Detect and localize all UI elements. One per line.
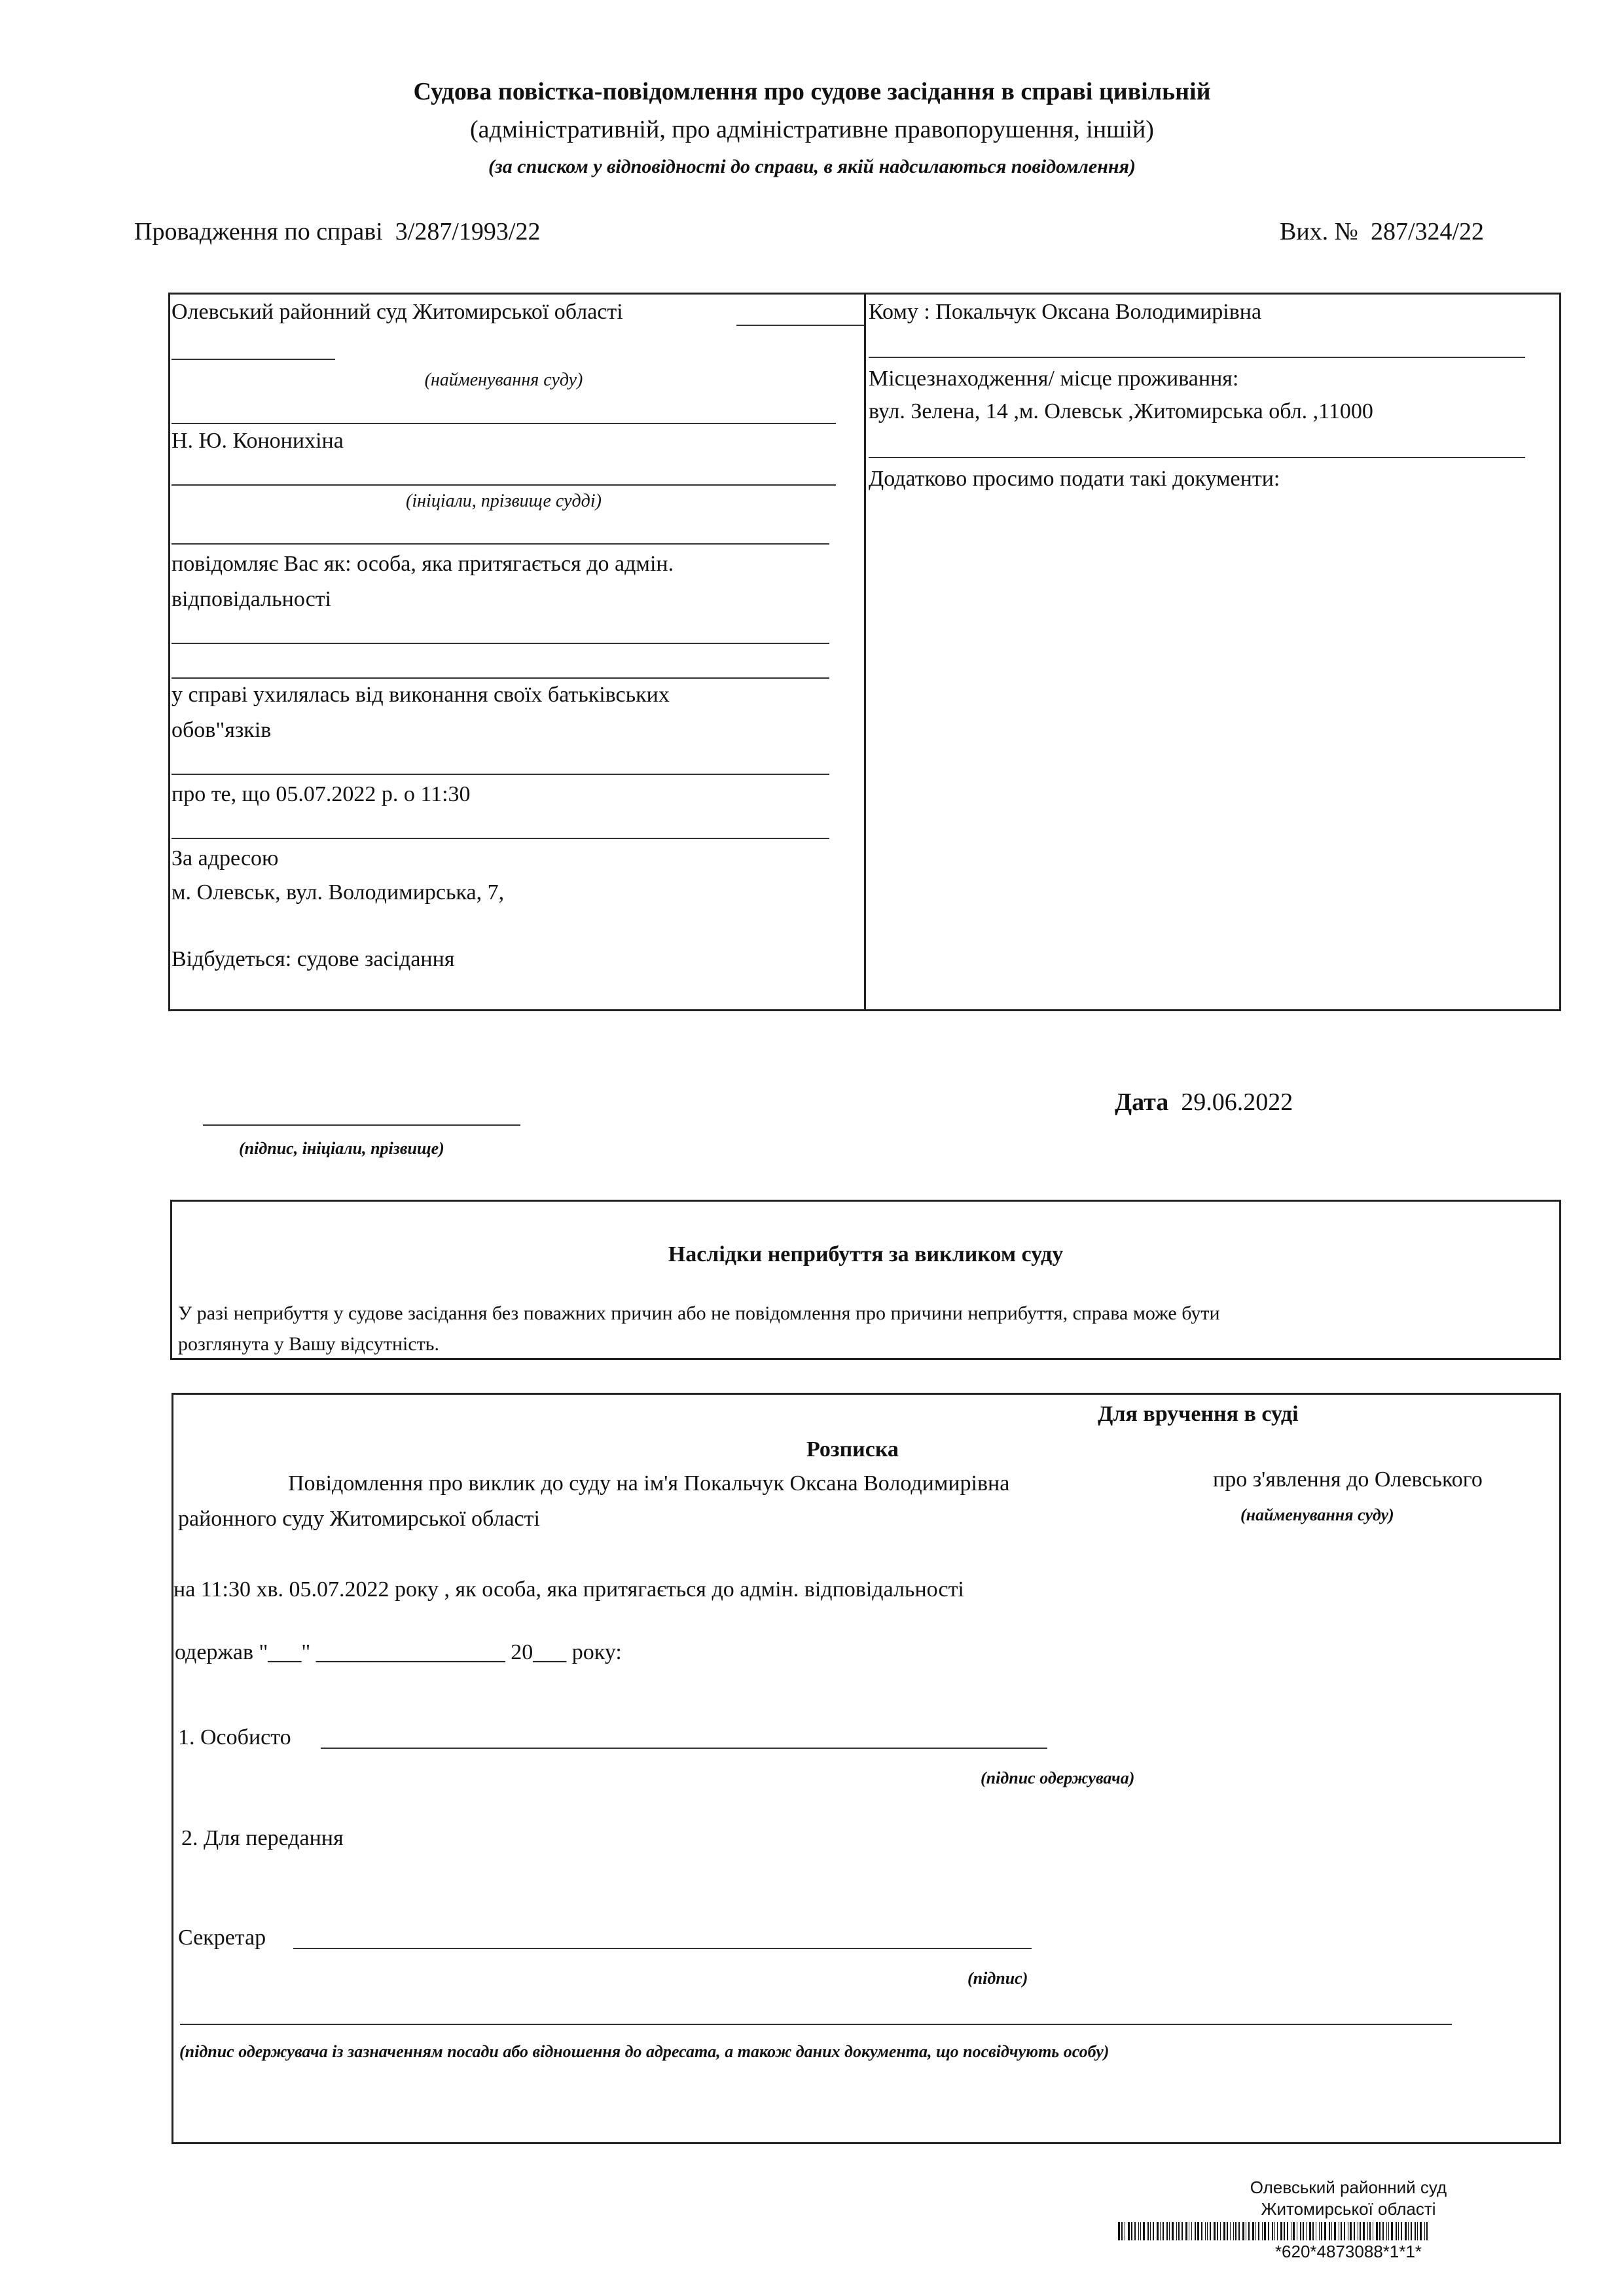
barcode-bar	[1363, 2222, 1365, 2240]
judge-caption: (ініціали, прізвище судді)	[406, 491, 602, 511]
judge-name: Н. Ю. Кононихіна	[171, 429, 344, 453]
barcode-bar	[1182, 2222, 1183, 2240]
barcode-bar	[1382, 2222, 1384, 2240]
barcode-bar	[1331, 2222, 1332, 2240]
barcode-bar	[1287, 2222, 1288, 2240]
barcode-bar	[1344, 2222, 1345, 2240]
barcode-bar	[1138, 2222, 1139, 2240]
stamp-line-1: Олевський районний суд	[1250, 2178, 1447, 2197]
barcode-bar	[1329, 2222, 1330, 2240]
barcode-bar	[1233, 2222, 1234, 2240]
barcode-bar	[1252, 2222, 1254, 2240]
barcode-bar	[1424, 2222, 1425, 2240]
barcode-bar	[1401, 2222, 1402, 2240]
barcode-bar	[1303, 2222, 1304, 2240]
judge-rule-2	[171, 543, 829, 545]
hearing-event: Відбудеться: судове засідання	[171, 947, 455, 971]
secretary-signature-line	[293, 1948, 1032, 1949]
barcode-bar	[1176, 2222, 1177, 2240]
barcode-bar	[1272, 2222, 1273, 2240]
barcode-bar	[1350, 2222, 1352, 2240]
date-value: 29.06.2022	[1181, 1088, 1293, 1116]
consequences-text-1: У разі неприбуття у судове засідання без поважних причин або не повідомлення про причини неприбуття, справа може бути	[178, 1302, 1220, 1324]
receipt-court-caption: (найменування суду)	[1240, 1505, 1394, 1524]
barcode-bar	[1284, 2222, 1285, 2240]
barcode-bar	[1306, 2222, 1307, 2240]
barcode-bar	[1210, 2222, 1211, 2240]
barcode-bar	[1220, 2222, 1221, 2240]
document-title: Судова повістка-повідомлення про судове засідання в справі цивільній	[413, 78, 1211, 105]
barcode-bar	[1379, 2222, 1380, 2240]
barcode-bar	[1150, 2222, 1151, 2240]
barcode-bar	[1205, 2222, 1206, 2240]
barcode-bar	[1341, 2222, 1342, 2240]
location-label: Місцезнаходження/ місце проживання:	[869, 367, 1239, 391]
case-number: 3/287/1993/22	[395, 218, 541, 245]
datetime-rule	[171, 838, 829, 839]
bottom-signature-caption: (підпис одержувача із зазначенням посади або відношення до адресата, а також даних документа, що посвідчують особу)	[179, 2042, 1110, 2061]
barcode-bar	[1118, 2222, 1120, 2240]
case-label: Провадження по справі	[134, 218, 383, 245]
barcode-bar	[1163, 2222, 1164, 2240]
barcode-bar	[1420, 2222, 1422, 2240]
address-rule	[869, 457, 1525, 458]
signature-line	[203, 1124, 520, 1126]
barcode-bar	[1264, 2222, 1266, 2240]
barcode-text: *620*4873088*1*1*	[1274, 2242, 1422, 2261]
column-divider	[864, 293, 866, 1011]
barcode-bar	[1185, 2222, 1187, 2240]
barcode-bar	[1153, 2222, 1154, 2240]
barcode-bar	[1172, 2222, 1174, 2240]
barcode-bar	[1128, 2222, 1130, 2240]
barcode-bar	[1388, 2222, 1389, 2240]
outgoing-number: 287/324/22	[1370, 218, 1485, 245]
bottom-signature-line	[180, 2024, 1452, 2025]
barcode-bar	[1178, 2222, 1180, 2240]
barcode-bar	[1274, 2222, 1275, 2240]
barcode-bar	[1262, 2222, 1263, 2240]
case-description-1: у справі ухилялась від виконання своїх батьківських	[171, 683, 670, 707]
barcode-bar	[1201, 2222, 1202, 2240]
barcode-bar	[1166, 2222, 1168, 2240]
barcode-bar	[1160, 2222, 1161, 2240]
barcode-bar	[1147, 2222, 1149, 2240]
barcode-bar	[1277, 2222, 1278, 2240]
delivery-label: Для вручення в суді	[1098, 1402, 1299, 1426]
court-name: Олевський районний суд Житомирської області	[171, 300, 623, 324]
barcode-bar	[1300, 2222, 1301, 2240]
court-rule	[171, 423, 836, 424]
barcode-bar	[1238, 2222, 1240, 2240]
barcode-bar	[1169, 2222, 1170, 2240]
issue-date	[1115, 1088, 1293, 1117]
recipient-address: вул. Зелена, 14 ,м. Олевськ ,Житомирська обл. ,11000	[869, 399, 1373, 423]
secretary-signature-caption: (підпис)	[967, 1969, 1028, 1988]
judge-rule	[171, 484, 836, 486]
barcode-bar	[1293, 2222, 1295, 2240]
barcode-bar	[1191, 2222, 1192, 2240]
barcode-bar	[1391, 2222, 1393, 2240]
stamp-line-2: Житомирської області	[1261, 2199, 1436, 2219]
document-subtitle: (адміністративній, про адміністративне правопорушення, іншій)	[470, 116, 1154, 143]
barcode-bar	[1386, 2222, 1387, 2240]
case-description-2: обов"язків	[171, 718, 272, 742]
receipt-line-1-court: про з'явлення до Олевського	[1213, 1467, 1483, 1492]
barcode-bar	[1280, 2222, 1282, 2240]
notify-line-1: повідомляє Вас як: особа, яка притягається до адмін.	[171, 552, 674, 576]
barcode-bar	[1217, 2222, 1218, 2240]
barcode-bar	[1411, 2222, 1412, 2240]
barcode-bar	[1197, 2222, 1199, 2240]
barcode-bar	[1143, 2222, 1145, 2240]
court-caption: (найменування суду)	[424, 370, 583, 390]
notify-rule	[171, 643, 829, 644]
barcode-bar	[1258, 2222, 1259, 2240]
barcode-bar	[1157, 2222, 1159, 2240]
barcode-bar	[1223, 2222, 1225, 2240]
barcode-bar	[1405, 2222, 1407, 2240]
barcode-bar	[1324, 2222, 1326, 2240]
barcode-bar	[1369, 2222, 1371, 2240]
barcode-bar	[1235, 2222, 1236, 2240]
recipient-rule	[869, 357, 1525, 358]
barcode-bar	[1408, 2222, 1409, 2240]
receipt-line-1: Повідомлення про виклик до суду на ім'я Покальчук Оксана Володимирівна	[288, 1471, 1010, 1496]
barcode-bar	[1354, 2222, 1355, 2240]
receipt-title: Розписка	[806, 1437, 899, 1462]
recipient-name: Кому : Покальчук Оксана Володимирівна	[869, 300, 1262, 324]
barcode-bar	[1268, 2222, 1269, 2240]
barcode	[1118, 2222, 1576, 2240]
receipt-line-2: районного суду Житомирської області	[178, 1507, 540, 1531]
barcode-bar	[1230, 2222, 1231, 2240]
hearing-address: м. Олевськ, вул. Володимирська, 7,	[171, 880, 505, 905]
court-name-underline	[736, 325, 864, 326]
notify-line-2: відповідальності	[171, 587, 332, 611]
document-note: (за списком у відповідності до справи, в якій надсилаються повідомлення)	[488, 156, 1136, 177]
notify-rule-2	[171, 677, 829, 679]
barcode-bar	[1360, 2222, 1361, 2240]
court-name-underline-2	[171, 359, 335, 360]
barcode-bar	[1321, 2222, 1322, 2240]
date-label: Дата	[1115, 1088, 1169, 1116]
personal-signature-line	[321, 1748, 1047, 1749]
barcode-bar	[1396, 2222, 1397, 2240]
barcode-bar	[1334, 2222, 1336, 2240]
barcode-bar	[1426, 2222, 1428, 2240]
hearing-datetime: про те, що 05.07.2022 р. о 11:30	[171, 782, 471, 806]
signature-caption: (підпис, ініціали, прізвище)	[239, 1139, 444, 1158]
barcode-bar	[1398, 2222, 1399, 2240]
barcode-bar	[1312, 2222, 1314, 2240]
consequences-text-2: розглянута у Вашу відсутність.	[178, 1333, 439, 1355]
barcode-bar	[1367, 2222, 1368, 2240]
transfer-label: 2. Для передання	[181, 1826, 344, 1850]
address-label: За адресою	[171, 846, 279, 870]
receipt-time-line: на 11:30 хв. 05.07.2022 року , як особа, яка притягається до адмін. відповідальності	[173, 1577, 964, 1602]
barcode-bar	[1415, 2222, 1416, 2240]
receipt-received-line: одержав "___" _________________ 20___ року:	[175, 1640, 622, 1664]
barcode-bar	[1309, 2222, 1311, 2240]
barcode-bar	[1195, 2222, 1196, 2240]
barcode-bar	[1131, 2222, 1132, 2240]
personal-label: 1. Особисто	[178, 1725, 291, 1749]
barcode-bar	[1242, 2222, 1244, 2240]
barcode-bar	[1417, 2222, 1418, 2240]
barcode-bar	[1134, 2222, 1136, 2240]
barcode-bar	[1376, 2222, 1378, 2240]
barcode-bar	[1248, 2222, 1250, 2240]
barcode-bar	[1121, 2222, 1123, 2240]
barcode-bar	[1227, 2222, 1228, 2240]
barcode-bar	[1214, 2222, 1216, 2240]
secretary-label: Секретар	[178, 1926, 266, 1950]
barcode-bar	[1140, 2222, 1141, 2240]
barcode-bar	[1319, 2222, 1320, 2240]
case-rule	[171, 774, 829, 775]
barcode-bar	[1255, 2222, 1256, 2240]
consequences-title: Наслідки неприбуття за викликом суду	[668, 1242, 1064, 1266]
outgoing-number-line	[1280, 217, 1484, 246]
outgoing-label: Вих. №	[1280, 218, 1358, 245]
case-number-line	[134, 217, 540, 246]
documents-label: Додатково просимо подати такі документи:	[869, 467, 1280, 491]
recipient-signature-caption: (підпис одержувача)	[981, 1768, 1135, 1787]
barcode-bar	[1207, 2222, 1208, 2240]
